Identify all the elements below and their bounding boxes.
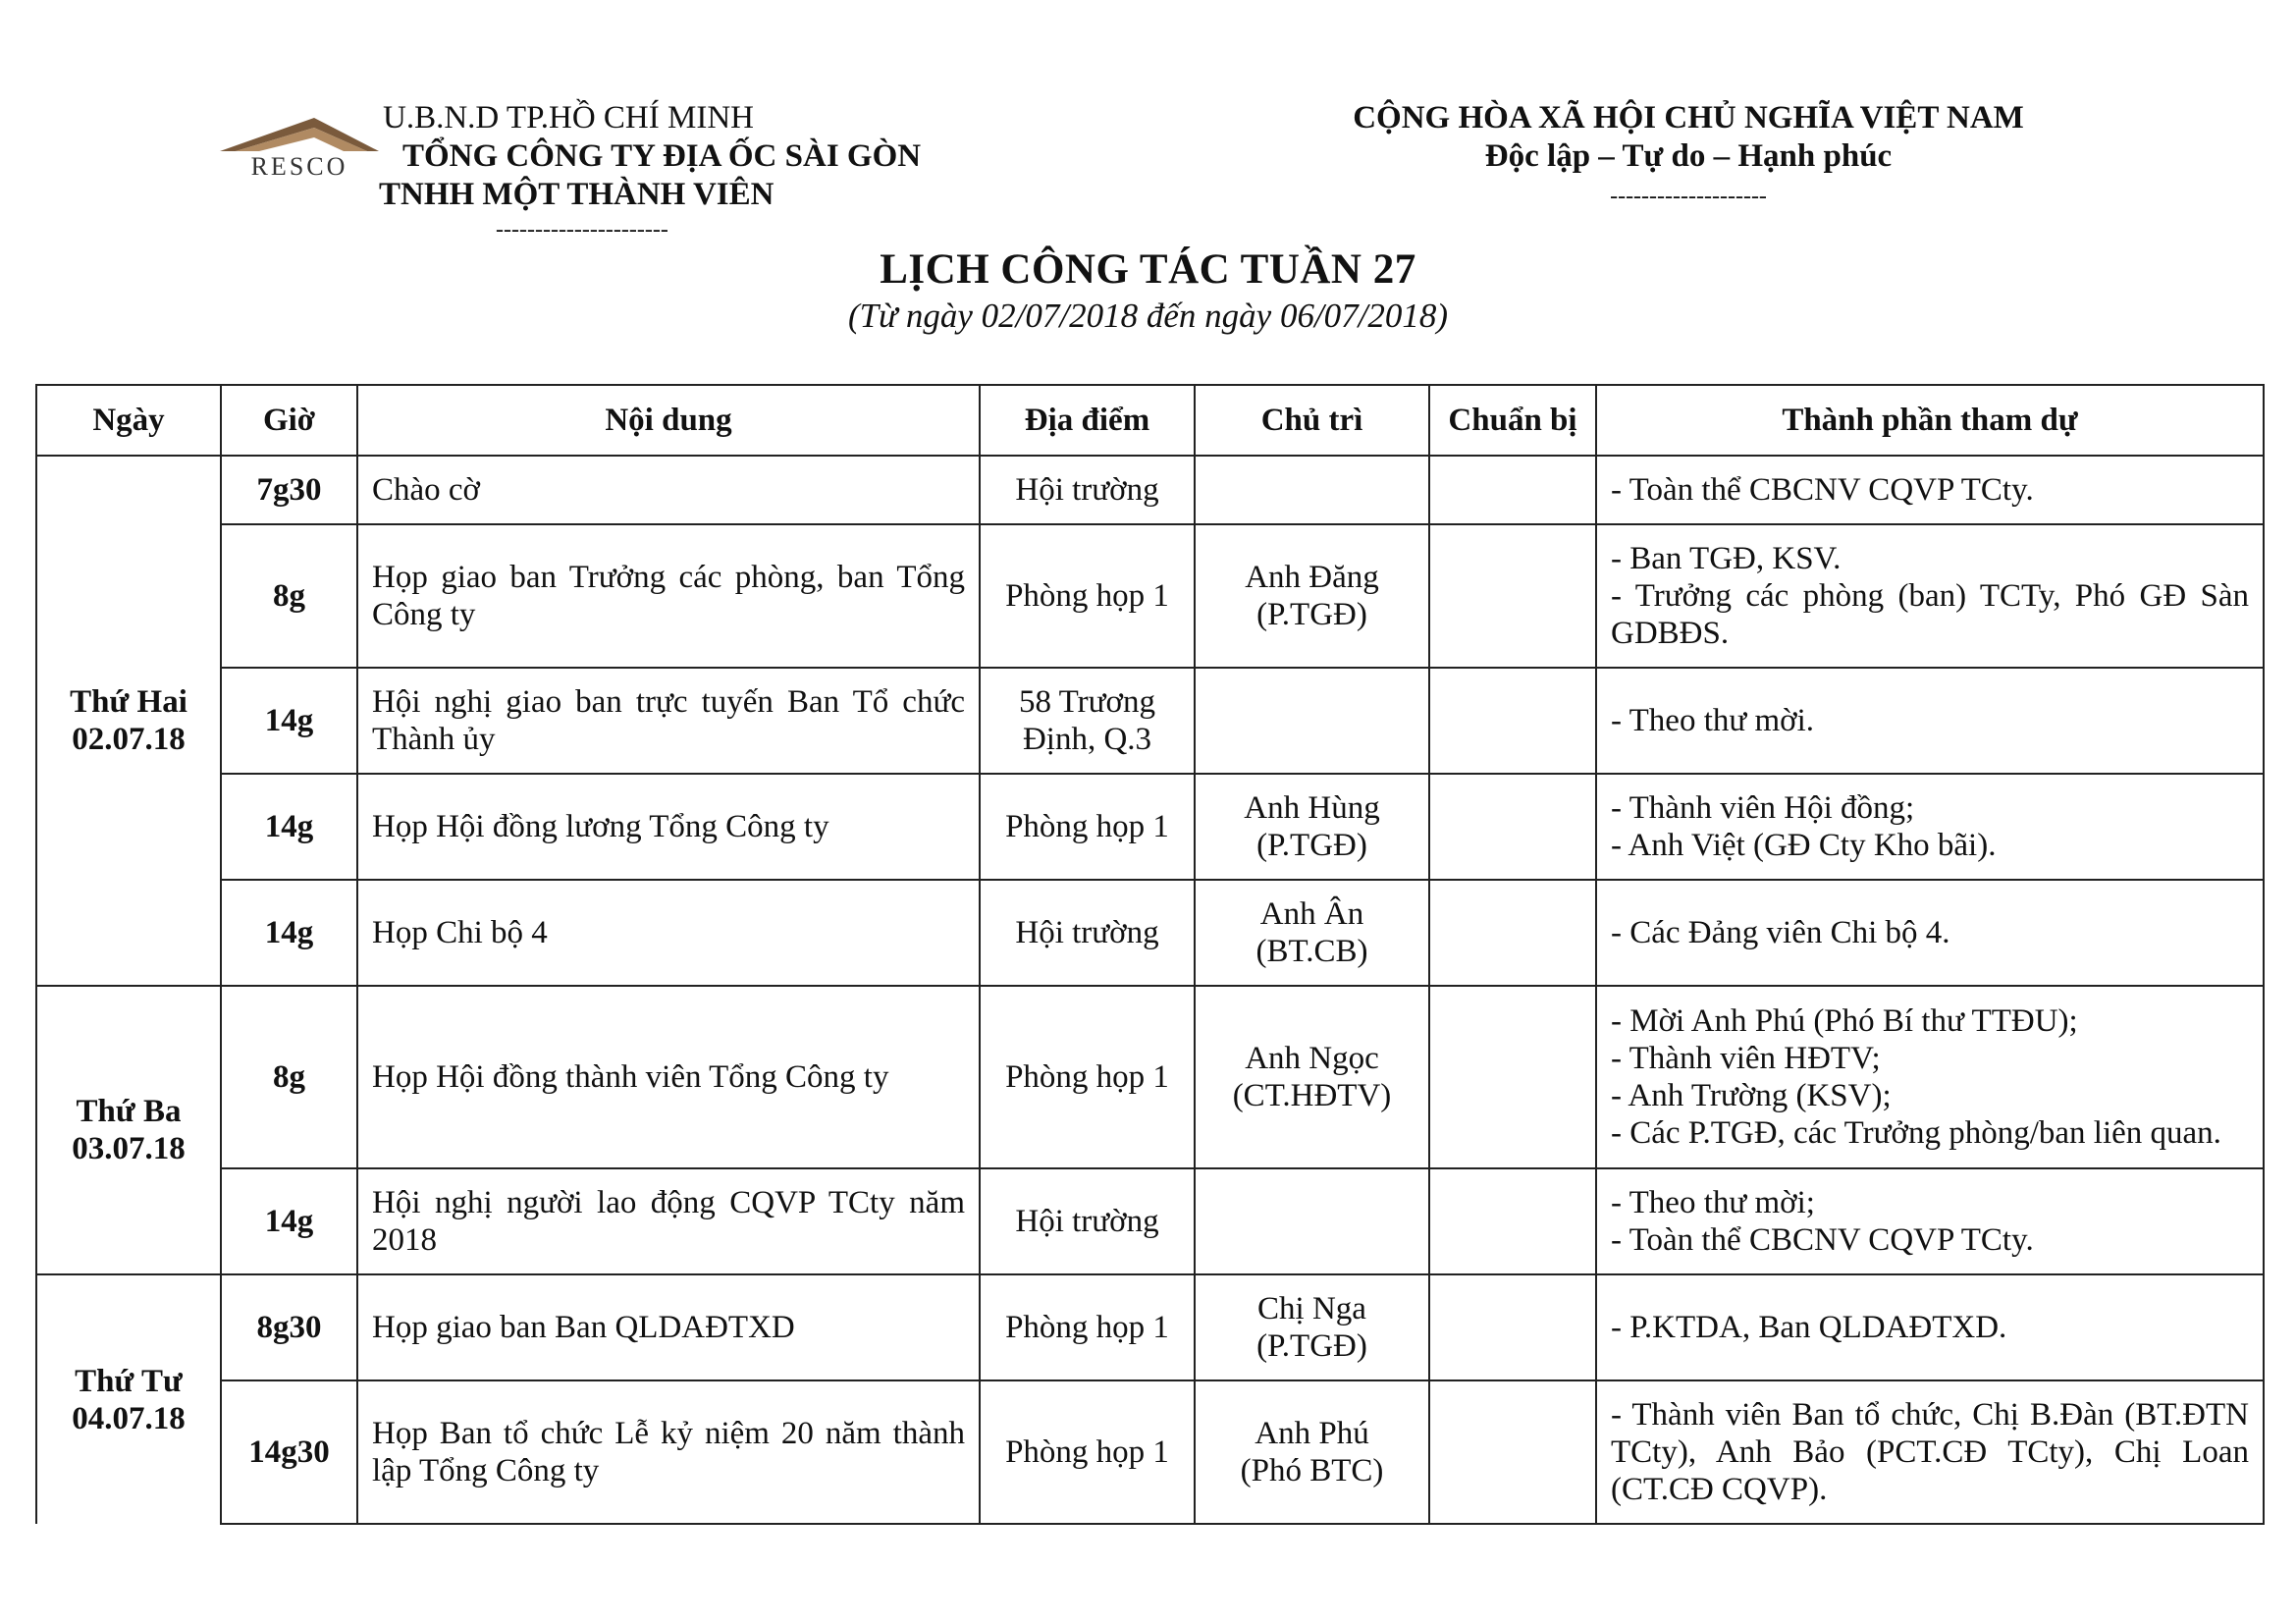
national-motto: Độc lập – Tự do – Hạnh phúc [1484, 138, 1893, 174]
table-row [36, 1380, 2264, 1524]
participant-line: - Mời Anh Phú (Phó Bí thư TTĐU); [1611, 1003, 2078, 1039]
location-cell [980, 986, 1195, 1168]
location-cell [980, 1274, 1195, 1380]
participant-line: - Thành viên Hội đồng; [1611, 790, 1915, 826]
time-cell: 8g30 [221, 1274, 357, 1380]
participants-cell [1596, 880, 2264, 986]
chair-cell [1195, 524, 1429, 668]
participant-line: - Toàn thể CBCNV CQVP TCty. [1611, 1222, 2034, 1258]
preparation-cell [1429, 1168, 1596, 1274]
chair-line: Anh Hùng [1244, 790, 1380, 826]
chair-cell [1195, 456, 1429, 524]
day-cell [36, 986, 221, 1274]
resco-logo-icon [216, 116, 383, 179]
header-time: Giờ [221, 385, 357, 456]
table-row [36, 1274, 2264, 1380]
content-cell: Họp Ban tổ chức Lễ kỷ niệm 20 năm thành lập Tổng Công ty [357, 1380, 980, 1524]
chair-line: Anh Ngọc [1245, 1041, 1379, 1076]
participant-line: - Theo thư mời. [1611, 703, 1815, 738]
participant-line: - Thành viên HĐTV; [1611, 1041, 1881, 1076]
location-cell [980, 1380, 1195, 1524]
time-cell: 14g [221, 880, 357, 986]
day-cell [36, 456, 221, 986]
table-header-row [36, 385, 2264, 456]
preparation-cell [1429, 774, 1596, 880]
company-logo [216, 116, 383, 179]
content-cell: Chào cờ [357, 456, 980, 524]
preparation-cell [1429, 456, 1596, 524]
org-company-name: TỔNG CÔNG TY ĐỊA ỐC SÀI GÒN [402, 138, 922, 174]
participants-cell [1596, 1168, 2264, 1274]
participant-line: - Các P.TGĐ, các Trưởng phòng/ban liên quan. [1611, 1115, 2221, 1151]
participants-cell [1596, 456, 2264, 524]
participant-line: - Ban TGĐ, KSV. [1611, 541, 1842, 576]
location-cell [980, 524, 1195, 668]
chair-line: Anh Ân [1259, 896, 1364, 932]
time-cell: 8g [221, 524, 357, 668]
chair-cell [1195, 986, 1429, 1168]
participant-line: - Theo thư mời; [1611, 1185, 1815, 1220]
chair-line: (P.TGĐ) [1256, 1328, 1367, 1364]
table-row [36, 986, 2264, 1168]
chair-line: (P.TGĐ) [1256, 597, 1367, 632]
preparation-cell [1429, 668, 1596, 774]
table-row [36, 456, 2264, 524]
location-line: Phòng họp 1 [1005, 1059, 1169, 1095]
participants-cell [1596, 668, 2264, 774]
location-line: 58 Trương [1019, 684, 1155, 720]
page-subtitle: (Từ ngày 02/07/2018 đến ngày 06/07/2018) [847, 297, 1449, 335]
header-participants: Thành phần tham dự [1596, 385, 2264, 456]
participants-cell [1596, 524, 2264, 668]
content-cell: Họp Hội đồng lương Tổng Công ty [357, 774, 980, 880]
participants-cell [1596, 1274, 2264, 1380]
participant-line: - Toàn thể CBCNV CQVP TCty. [1611, 472, 2034, 508]
time-cell: 8g [221, 986, 357, 1168]
day-date: 04.07.18 [72, 1400, 186, 1436]
header-content: Nội dung [357, 385, 980, 456]
day-date: 02.07.18 [72, 722, 186, 757]
table-row [36, 774, 2264, 880]
chair-line: Chị Nga [1257, 1291, 1366, 1326]
header-chair: Chủ trì [1195, 385, 1429, 456]
time-cell: 7g30 [221, 456, 357, 524]
day-cell [36, 1274, 221, 1524]
chair-cell [1195, 774, 1429, 880]
preparation-cell [1429, 880, 1596, 986]
time-cell: 14g [221, 668, 357, 774]
chair-line: (CT.HĐTV) [1232, 1078, 1392, 1113]
participant-line: - P.KTDA, Ban QLDAĐTXD. [1611, 1310, 2007, 1345]
location-cell [980, 668, 1195, 774]
table-row [36, 668, 2264, 774]
location-line: Hội trường [1015, 915, 1159, 950]
chair-line: Anh Phú [1255, 1416, 1369, 1451]
national-title: CỘNG HÒA XÃ HỘI CHỦ NGHĨA VIỆT NAM [1353, 100, 2024, 135]
chair-cell [1195, 668, 1429, 774]
location-cell [980, 456, 1195, 524]
content-cell: Họp giao ban Ban QLDAĐTXD [357, 1274, 980, 1380]
chair-line: (Phó BTC) [1240, 1453, 1384, 1488]
location-line: Phòng họp 1 [1005, 1310, 1169, 1345]
day-name: Thứ Hai [70, 684, 187, 720]
org-company-type: TNHH MỘT THÀNH VIÊN [379, 177, 774, 212]
chair-line: Anh Đăng [1245, 560, 1379, 595]
participants-cell [1596, 774, 2264, 880]
content-cell: Họp giao ban Trưởng các phòng, ban Tổng Công ty [357, 524, 980, 668]
participant-line: - Trưởng các phòng (ban) TCTy, Phó GĐ Sàn GDBĐS. [1611, 578, 2249, 651]
content-cell: Hội nghị giao ban trực tuyến Ban Tổ chức Thành ủy [357, 668, 980, 774]
chair-cell [1195, 880, 1429, 986]
participants-cell [1596, 986, 2264, 1168]
header-day: Ngày [36, 385, 221, 456]
chair-line: (BT.CB) [1255, 934, 1368, 969]
table-row [36, 524, 2264, 668]
location-line: Phòng họp 1 [1005, 1434, 1169, 1470]
location-cell [980, 880, 1195, 986]
page-title: LỊCH CÔNG TÁC TUẦN 27 [880, 246, 1416, 293]
header-location: Địa điểm [980, 385, 1195, 456]
location-line: Định, Q.3 [1022, 722, 1152, 757]
location-cell [980, 1168, 1195, 1274]
table-row [36, 880, 2264, 986]
location-line: Hội trường [1015, 1204, 1159, 1239]
participant-line: - Thành viên Ban tổ chức, Chị B.Đàn (BT.ĐTN TCty), Anh Bảo (PCT.CĐ TCty), Chị Loan (CT.CĐ CQVP). [1611, 1397, 2249, 1507]
svg-text:RESCO: RESCO [250, 152, 348, 179]
chair-cell [1195, 1274, 1429, 1380]
content-cell: Hội nghị người lao động CQVP TCty năm 2018 [357, 1168, 980, 1274]
participant-line: - Các Đảng viên Chi bộ 4. [1611, 915, 1950, 950]
chair-cell [1195, 1380, 1429, 1524]
chair-line: (P.TGĐ) [1256, 828, 1367, 863]
preparation-cell [1429, 1380, 1596, 1524]
org-parent-name: U.B.N.D TP.HỒ CHÍ MINH [383, 100, 755, 135]
right-header-rule: -------------------- [1610, 184, 1767, 209]
location-line: Hội trường [1015, 472, 1159, 508]
participant-line: - Anh Trường (KSV); [1611, 1078, 1892, 1113]
content-cell: Họp Chi bộ 4 [357, 880, 980, 986]
participant-line: - Anh Việt (GĐ Cty Kho bãi). [1611, 828, 1997, 863]
preparation-cell [1429, 1274, 1596, 1380]
table-row [36, 1168, 2264, 1274]
preparation-cell [1429, 986, 1596, 1168]
time-cell: 14g [221, 774, 357, 880]
location-line: Phòng họp 1 [1005, 578, 1169, 614]
day-name: Thứ Tư [75, 1363, 183, 1399]
content-cell: Họp Hội đồng thành viên Tổng Công ty [357, 986, 980, 1168]
schedule-table [35, 384, 2265, 1525]
location-line: Phòng họp 1 [1005, 809, 1169, 844]
day-name: Thứ Ba [76, 1094, 182, 1129]
time-cell: 14g [221, 1168, 357, 1274]
time-cell: 14g30 [221, 1380, 357, 1524]
left-header-rule: ---------------------- [496, 217, 668, 243]
day-date: 03.07.18 [72, 1131, 186, 1166]
preparation-cell [1429, 524, 1596, 668]
header-preparation: Chuẩn bị [1429, 385, 1596, 456]
location-cell [980, 774, 1195, 880]
participants-cell [1596, 1380, 2264, 1524]
chair-cell [1195, 1168, 1429, 1274]
